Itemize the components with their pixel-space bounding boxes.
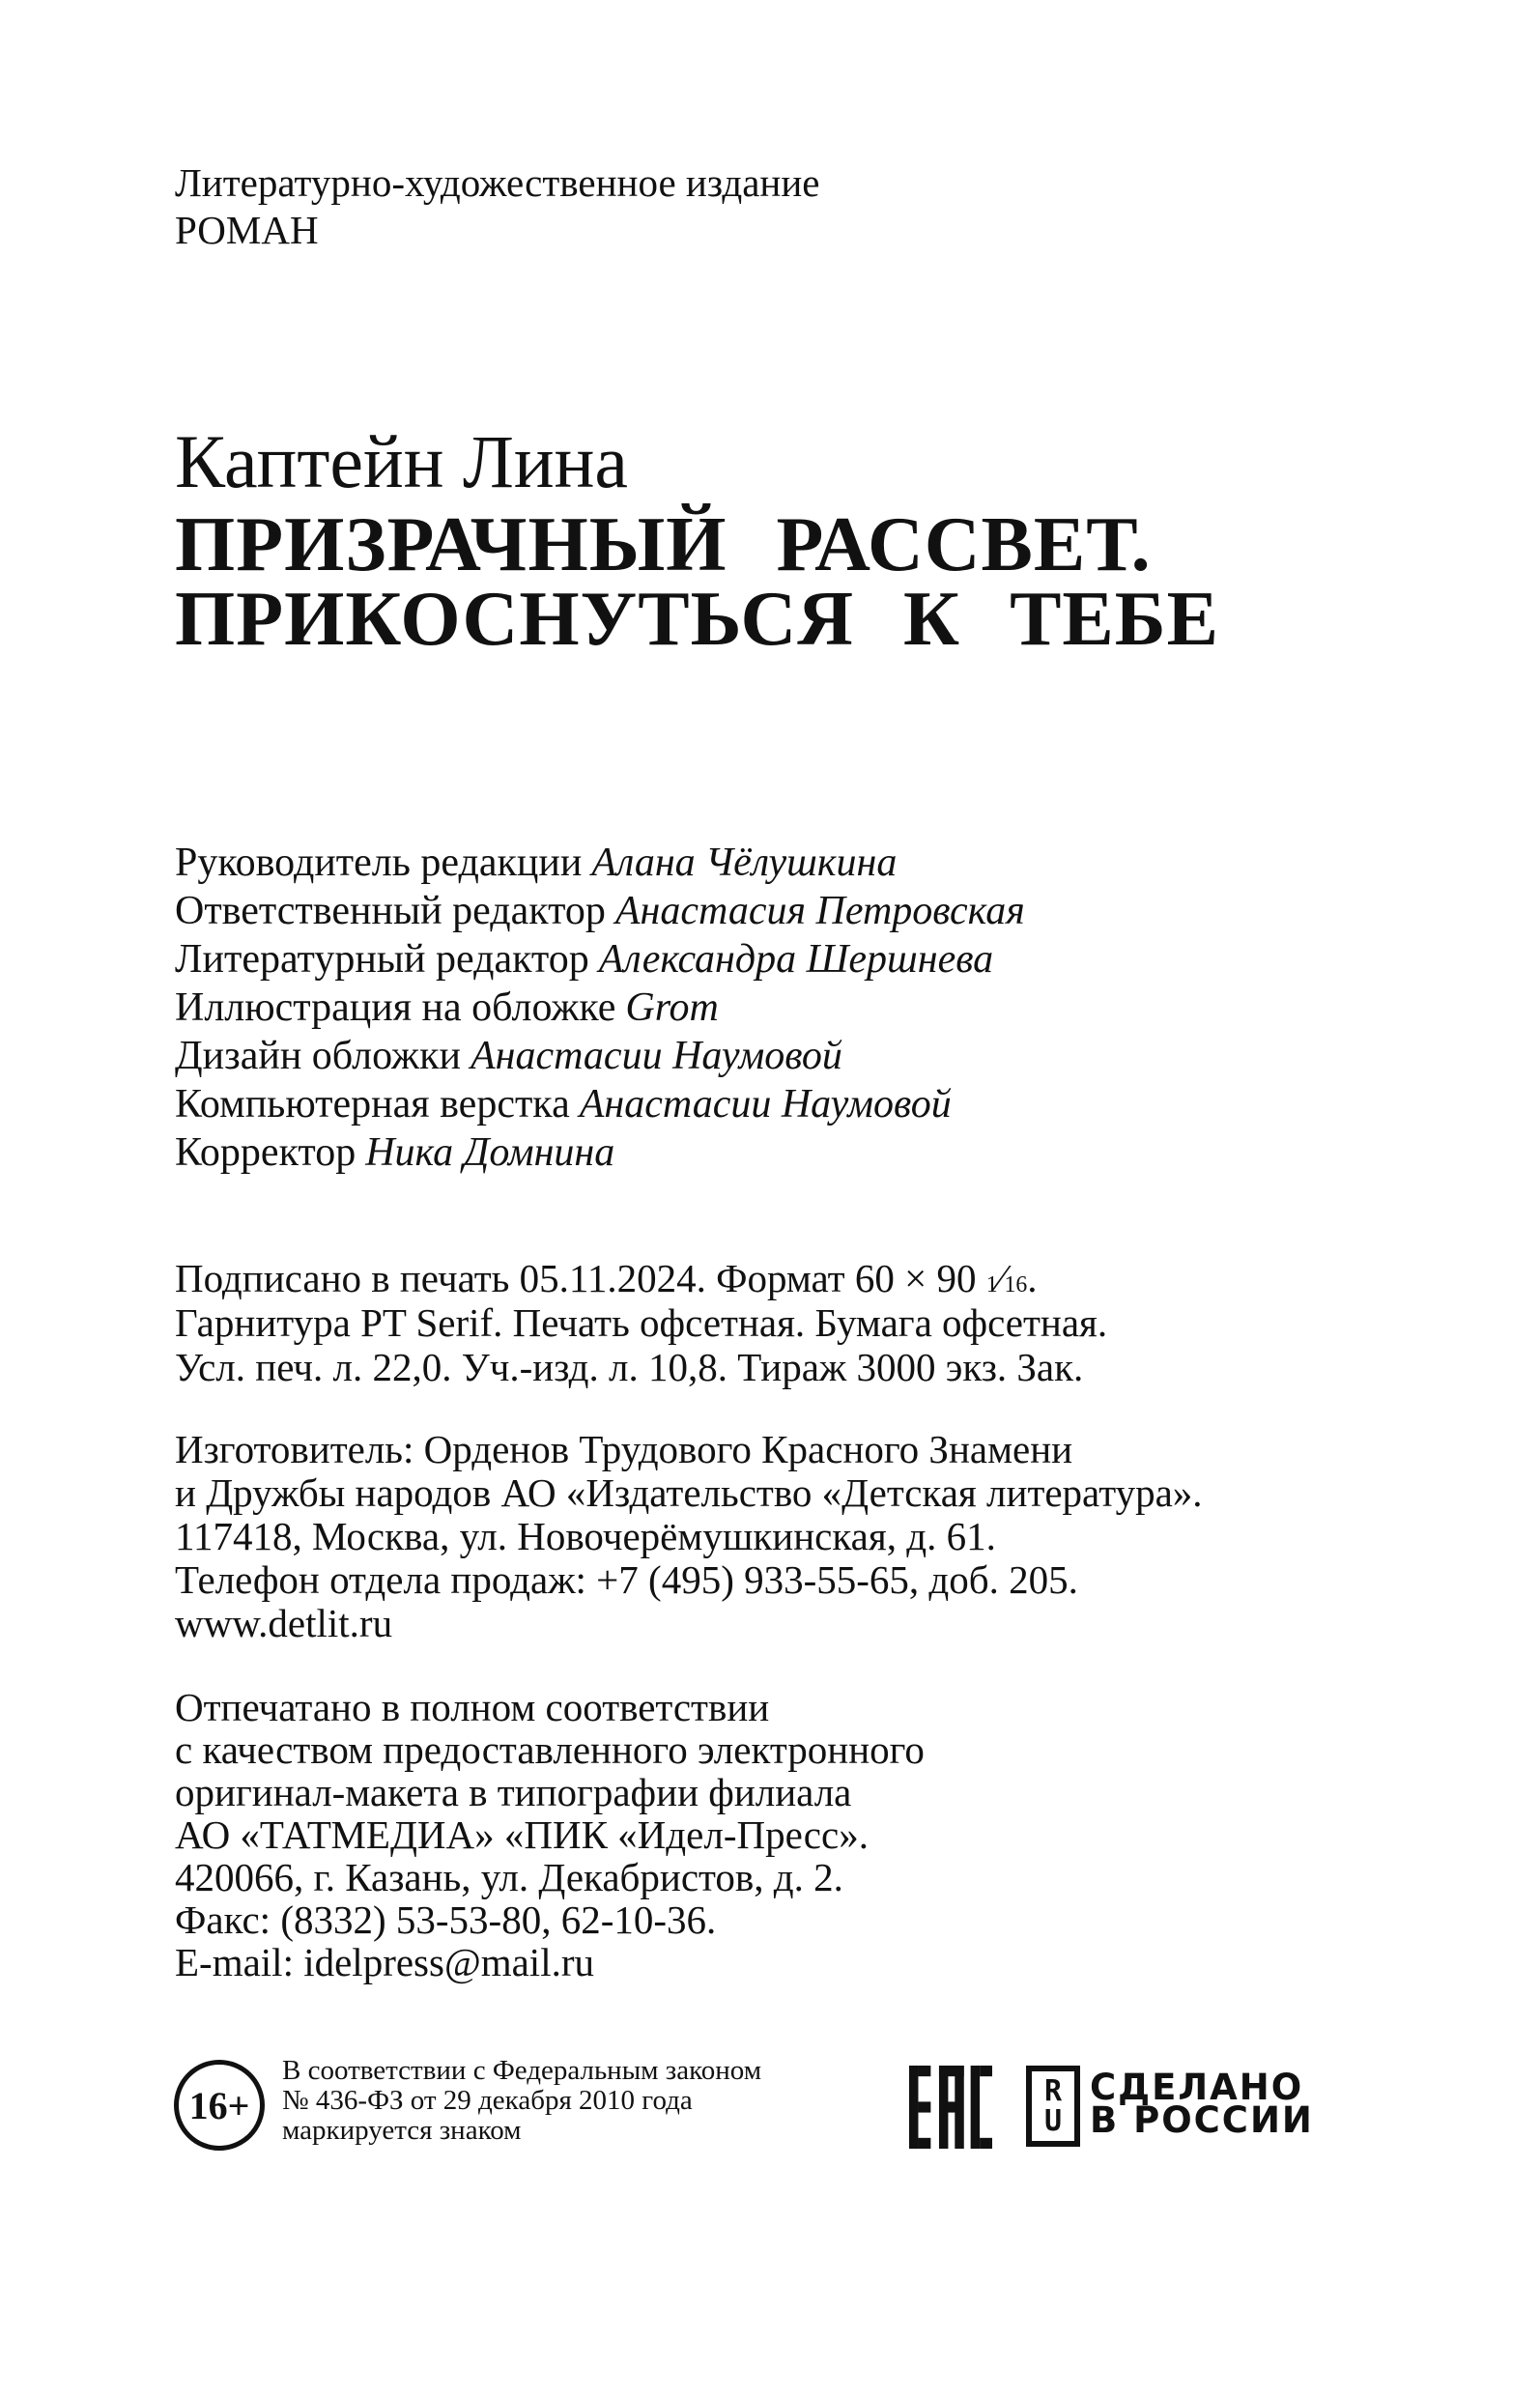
ru-icon-letter-u: U xyxy=(1043,2104,1063,2138)
credit-row xyxy=(175,935,1025,984)
credit-role: Руководитель редакции xyxy=(175,841,583,885)
age-rating-legal-text xyxy=(282,2056,761,2146)
printing-house-block xyxy=(175,1686,925,1983)
ru-icon-letter-r: R xyxy=(1043,2074,1063,2108)
legal-line: № 436-ФЗ от 29 декабря 2010 года xyxy=(282,2085,693,2116)
made-in-russia-ru-icon xyxy=(1026,2066,1080,2147)
made-in-russia-line-1: СДЕЛАНО xyxy=(1090,2067,1304,2108)
credit-row xyxy=(175,1032,1025,1080)
book-title-line-2: ПРИКОСНУТЬСЯ К ТЕБЕ xyxy=(175,577,1220,662)
printing-house-address: 420066, г. Казань, ул. Декабристов, д. 2. xyxy=(175,1855,843,1899)
print-info-line-3: Усл. печ. л. 22,0. Уч.-изд. л. 10,8. Тираж 3000 экз. Зак. xyxy=(175,1345,1084,1389)
publisher-website: www.detlit.ru xyxy=(175,1601,393,1645)
credit-role: Компьютерная верстка xyxy=(175,1082,570,1127)
credit-name: Ника Домнина xyxy=(365,1130,615,1175)
genre-line: РОМАН xyxy=(175,208,319,252)
author-name xyxy=(175,419,629,503)
format-text: Подписано в печать 05.11.2024. Формат 60 × 90 xyxy=(175,1256,986,1300)
edition-type-line: Литературно-художественное издание xyxy=(175,160,820,205)
credit-role: Корректор xyxy=(175,1130,356,1175)
publisher-address-line: 117418, Москва, ул. Новочерёмушкинская, д. 61. xyxy=(175,1514,996,1558)
printing-house-name: АО «ТАТМЕДИА» «ПИК «Идел-Пресс». xyxy=(175,1812,869,1857)
fraction-numerator: 1 xyxy=(985,1272,998,1298)
credit-name: Александра Шершнева xyxy=(598,937,994,982)
book-title-line-1: ПРИЗРАЧНЫЙ РАССВЕТ. xyxy=(175,502,1152,587)
credit-row xyxy=(175,1080,1025,1128)
age-rating-badge xyxy=(174,2060,265,2151)
eac-conformity-mark-icon xyxy=(909,2066,992,2154)
format-period: . xyxy=(1027,1256,1038,1300)
credit-row xyxy=(175,839,1025,887)
publisher-line: и Дружбы народов АО «Издательство «Детская литература». xyxy=(175,1470,1203,1515)
printing-line: оригинал-макета в типографии филиала xyxy=(175,1770,852,1814)
legal-line: маркируется знаком xyxy=(282,2115,522,2146)
credit-row xyxy=(175,984,1025,1032)
book-title xyxy=(175,502,1220,662)
credit-name: Алана Чёлушкина xyxy=(591,841,898,885)
credits-block xyxy=(175,839,1025,1177)
credit-role: Литературный редактор xyxy=(175,937,589,982)
publisher-line: Изготовитель: Орденов Трудового Красного Знамени xyxy=(175,1427,1073,1471)
credit-role: Ответственный редактор xyxy=(175,889,606,933)
print-info-line-1 xyxy=(175,1256,1107,1300)
fraction-denominator: 16 xyxy=(1004,1272,1028,1298)
credit-name: Анастасии Наумовой xyxy=(470,1034,842,1078)
credit-row xyxy=(175,1128,1025,1177)
author-text: Каптейн Лина xyxy=(175,419,629,503)
edition-type-block xyxy=(175,159,819,254)
credit-row xyxy=(175,887,1025,935)
print-info-block xyxy=(175,1256,1107,1389)
publisher-block xyxy=(175,1428,1203,1645)
fraction-slash: ⁄ xyxy=(997,1256,1005,1300)
credit-role: Иллюстрация на обложке xyxy=(175,985,616,1030)
publisher-phone-line: Телефон отдела продаж: +7 (495) 933-55-65, доб. 205. xyxy=(175,1557,1078,1602)
printing-house-email: E-mail: idelpress@mail.ru xyxy=(175,1940,594,1984)
legal-line: В соответствии с Федеральным законом xyxy=(282,2055,762,2086)
credit-name: Анастасии Наумовой xyxy=(579,1082,952,1127)
printing-line: Отпечатано в полном соответствии xyxy=(175,1685,770,1729)
credit-name: Анастасия Петровская xyxy=(614,889,1025,933)
printing-line: с качеством предоставленного электронного xyxy=(175,1727,925,1772)
credit-role: Дизайн обложки xyxy=(175,1034,461,1078)
made-in-russia-line-2: В РОССИИ xyxy=(1090,2099,1314,2141)
made-in-russia-label xyxy=(1090,2067,1314,2141)
print-info-line-2: Гарнитура PT Serif. Печать офсетная. Бумага офсетная. xyxy=(175,1300,1108,1345)
printing-house-fax: Факс: (8332) 53-53-80, 62-10-36. xyxy=(175,1897,717,1942)
credit-name: Grom xyxy=(625,985,719,1030)
age-rating-text: 16+ xyxy=(188,2083,250,2127)
